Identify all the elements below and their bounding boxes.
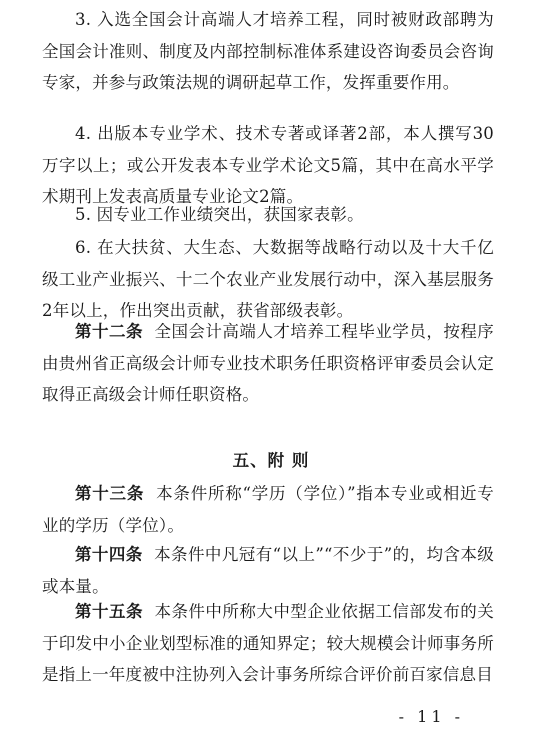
paragraph-item-3 — [42, 4, 494, 99]
paragraph-item-6 — [42, 232, 494, 327]
article-label: 第十五条 — [75, 602, 143, 621]
paragraph-text: 6. 在大扶贫、大生态、大数据等战略行动以及十大千亿级工业产业振兴、十二个农业产业发展行动中，深入基层服务2年以上，作出突出贡献，获省部级表彰。 — [42, 238, 494, 320]
article-14 — [42, 539, 494, 602]
section-heading: 五、附 则 — [232, 451, 310, 470]
article-12 — [42, 316, 494, 411]
article-text: 本条件中凡冠有“以上”“不少于”的，均含本级或本量。 — [42, 545, 494, 596]
article-13 — [42, 478, 494, 541]
paragraph-text: 4. 出版本专业学术、技术专著或译著2部，本人撰写30万字以上；或公开发表本专业学术论文5篇，其中在高水平学术期刊上发表高质量专业论文2篇。 — [42, 124, 494, 206]
article-15 — [42, 596, 494, 691]
article-label: 第十四条 — [75, 545, 143, 564]
article-text: 全国会计高端人才培养工程毕业学员，按程序由贵州省正高级会计师专业技术职务任职资格评审委员会认定取得正高级会计师任职资格。 — [42, 322, 494, 404]
paragraph-text: 5. 因专业工作业绩突出，获国家表彰。 — [75, 205, 364, 224]
page-number: - 11 - — [398, 707, 464, 726]
article-text: 本条件中所称大中型企业依据工信部发布的关于印发中小企业划型标准的通知界定；较大规模会计师事务所是指上一年度被中注协列入会计事务所综合评价前百家信息目 — [42, 602, 494, 684]
paragraph-item-5 — [42, 199, 494, 231]
paragraph-text: 3. 入选全国会计高端人才培养工程，同时被财政部聘为全国会计准则、制度及内部控制标准体系建设咨询委员会咨询专家，并参与政策法规的调研起草工作，发挥重要作用。 — [42, 10, 494, 92]
article-label: 第十二条 — [75, 322, 143, 341]
article-text: 本条件所称“学历（学位）”指本专业或相近专业的学历（学位）。 — [42, 484, 494, 535]
article-label: 第十三条 — [75, 484, 145, 503]
